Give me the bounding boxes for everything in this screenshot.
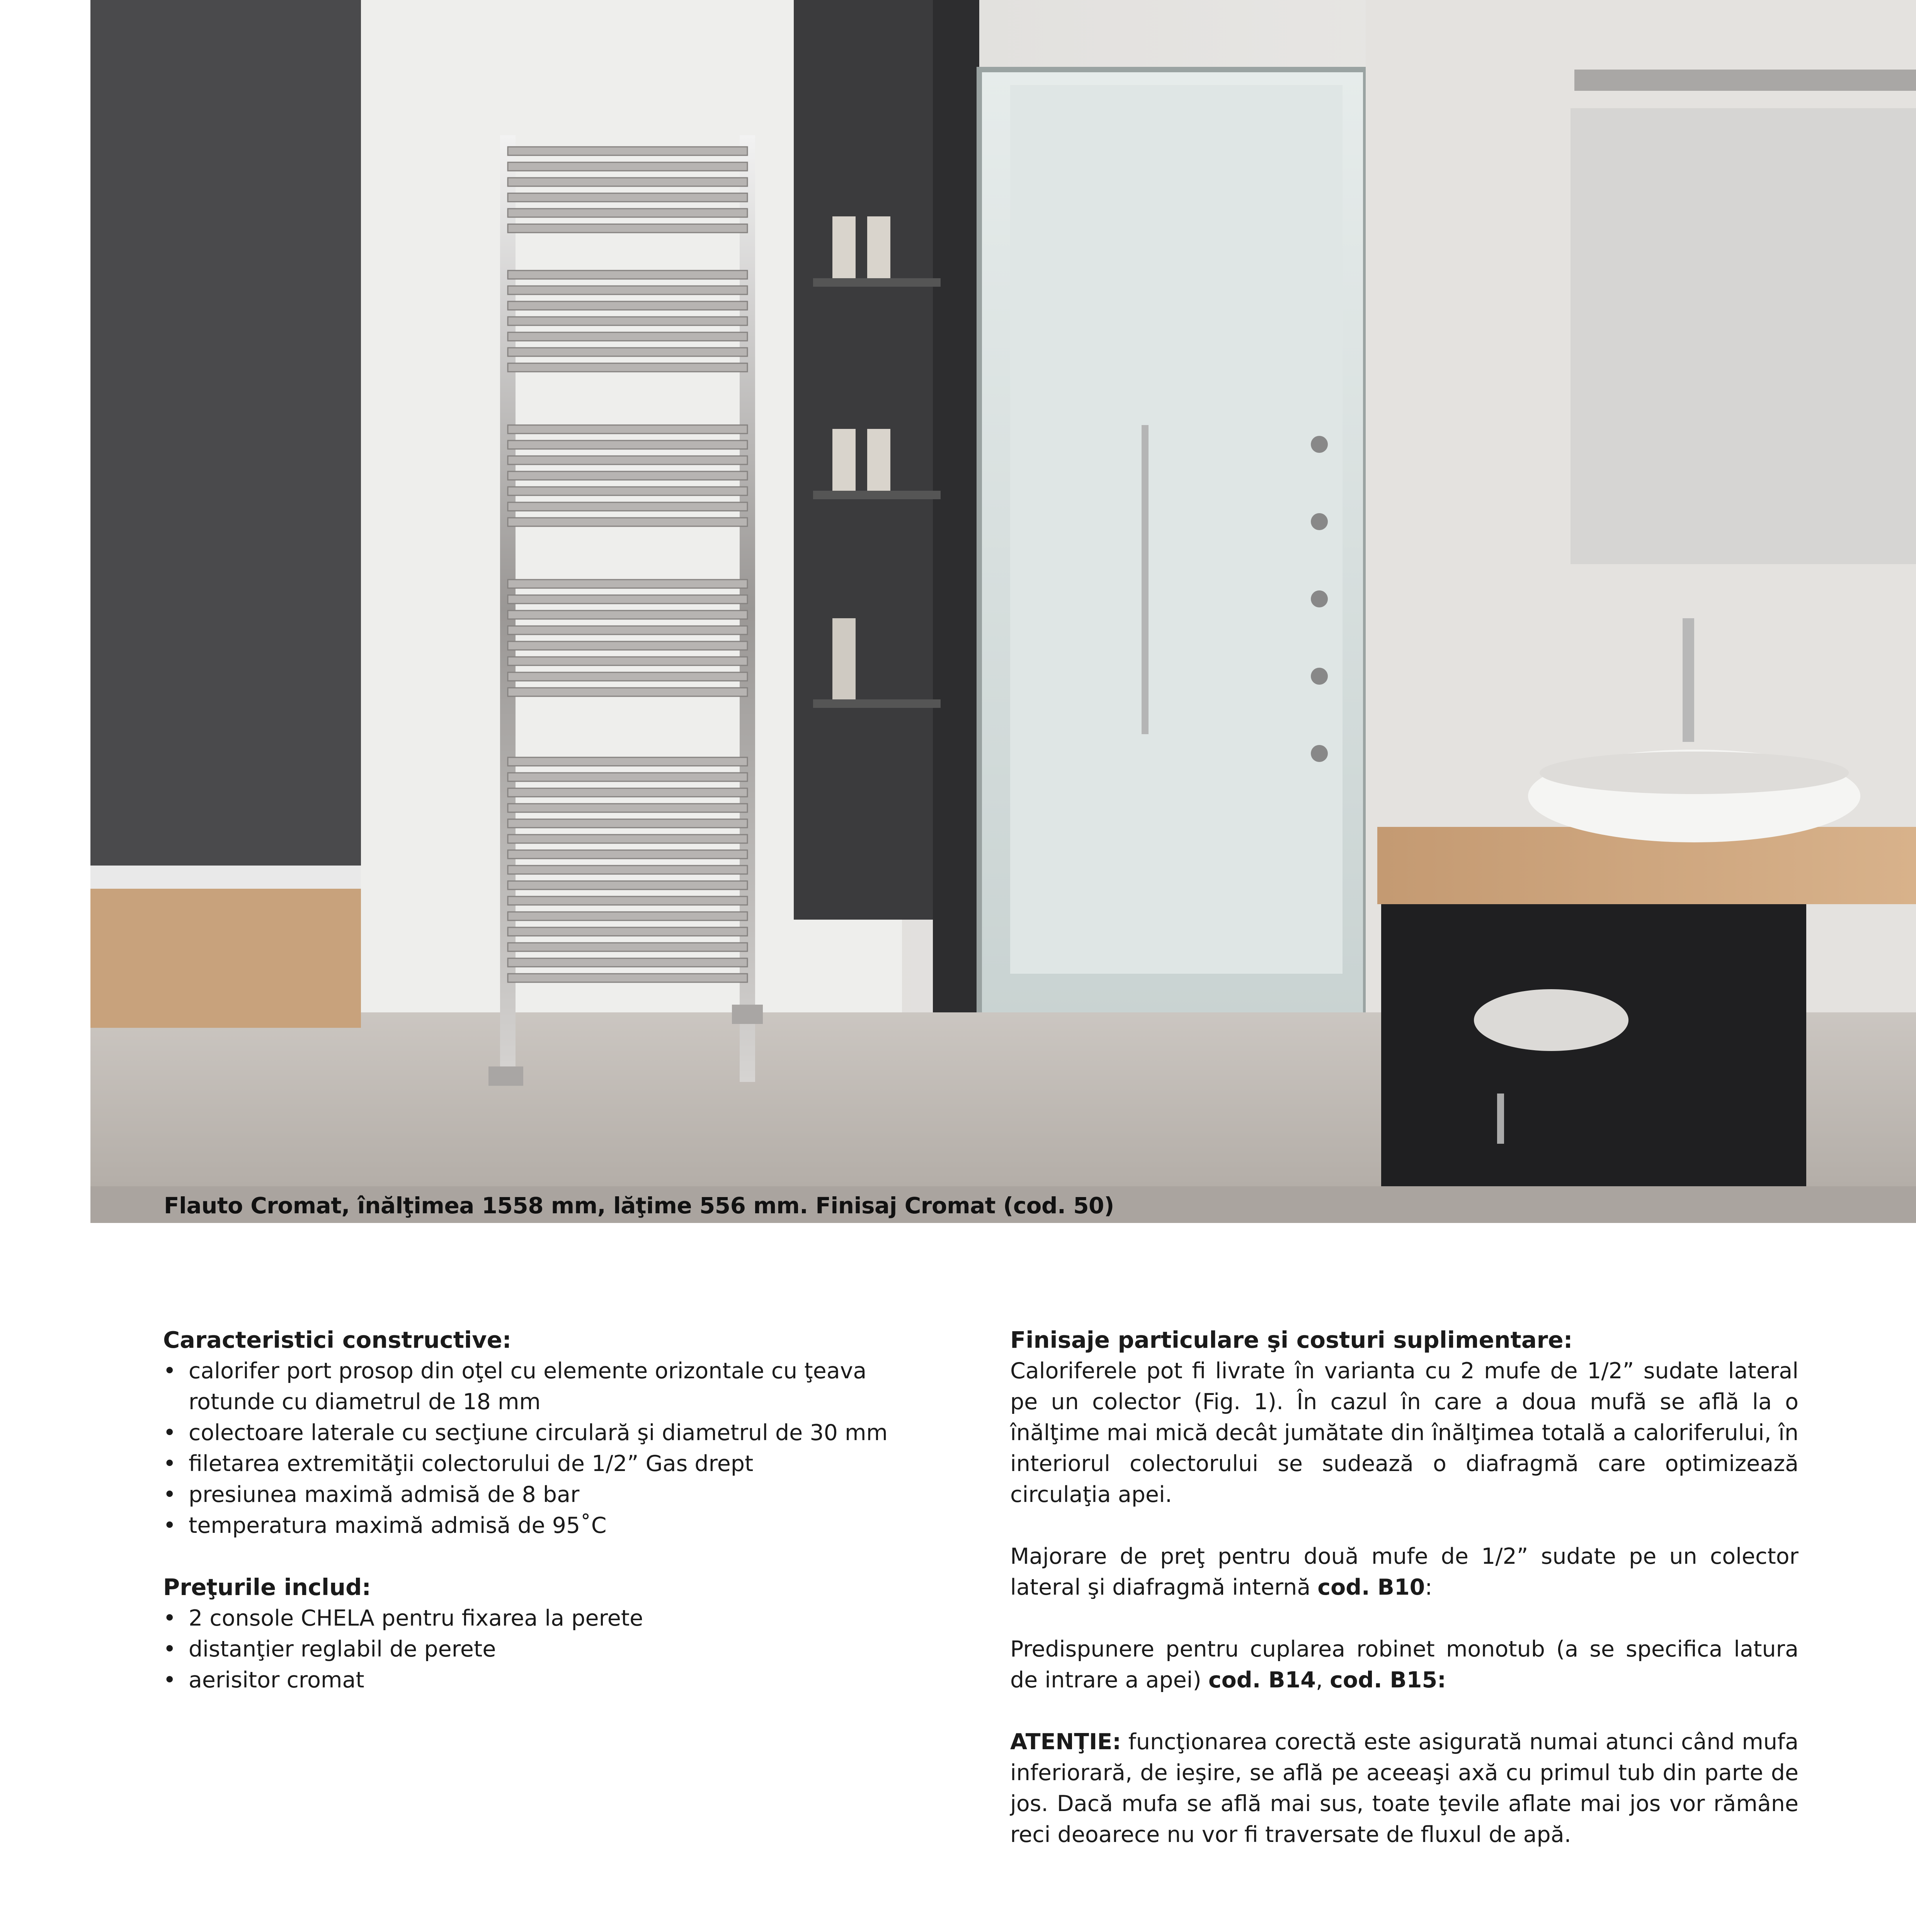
list-item: • temperatura maximă admisă de 95˚C: [163, 1510, 955, 1541]
paragraph-text: Majorare de preţ pentru două mufe de 1/2” sudate pe un colector lateral şi diafragmă internă: [1010, 1544, 1799, 1600]
heading-prices-include: Preţurile includ:: [163, 1574, 371, 1600]
bathroom-scene-illustration: [90, 0, 1916, 1186]
code-b14: cod. B14: [1208, 1667, 1316, 1693]
list-item: • presiunea maximă admisă de 8 bar: [163, 1479, 955, 1510]
paragraph-text: Predispunere pentru cuplarea robinet monotub (a se specifica latura de intrare a apei): [1010, 1636, 1799, 1693]
paragraph-variants: Caloriferele pot fi livrate în varianta cu 2 mufe de 1/2” sudate lateral pe un colector (Fig. 1). În cazul în care a doua mufă se află la o înălţime mai mică decât jumătate din înălţimea totală a caloriferului, în interiorul colectorului se sudează o diafragmă care optimizează circulaţia apei.: [1010, 1358, 1799, 1507]
constructive-features-list: [163, 1355, 955, 1541]
list-item: • 2 console CHELA pentru fixarea la perete: [163, 1603, 955, 1634]
paragraph-attention: [1010, 1726, 1799, 1850]
punctuation: ,: [1315, 1667, 1330, 1693]
list-item: • calorifer port prosop din oţel cu elemente orizontale cu ţeava rotunde cu diametrul de 18 mm: [163, 1355, 955, 1417]
heading-special-finishes: Finisaje particulare şi costuri suplimentare:: [1010, 1327, 1573, 1353]
list-item: • filetarea extremităţii colectorului de 1/2” Gas drept: [163, 1448, 955, 1479]
code-b15: cod. B15:: [1330, 1667, 1446, 1693]
attention-label: ATENŢIE:: [1010, 1729, 1121, 1755]
photo-caption-bar: [90, 1186, 1916, 1223]
prices-include-list: [163, 1603, 955, 1696]
punctuation: :: [1425, 1575, 1433, 1600]
photo-caption: Flauto Cromat, înălţimea 1558 mm, lăţime 556 mm. Finisaj Cromat (cod. 50): [164, 1192, 1114, 1219]
list-item: • colectoare laterale cu secţiune circulară şi diametrul de 30 mm: [163, 1417, 955, 1448]
list-item: • distanţier reglabil de perete: [163, 1634, 955, 1665]
paragraph-text: funcţionarea corectă este asigurată numai atunci când mufa inferiorară, de ieşire, se află pe aceeaşi axă cu primul tub din parte de jos. Dacă mufa se află mai sus, toate ţevile aflate mai jos vor rămâne reci deoarece nu vor fi traversate de fluxul de apă.: [1010, 1729, 1799, 1847]
left-column: [163, 1325, 955, 1696]
heading-constructive-features: Caracteristici constructive:: [163, 1327, 512, 1353]
code-b10: cod. B10: [1317, 1575, 1425, 1600]
product-photo: [90, 0, 1916, 1186]
right-column: [1010, 1325, 1799, 1850]
list-item: • aerisitor cromat: [163, 1665, 955, 1696]
paragraph-price-increase: [1010, 1541, 1799, 1603]
paragraph-monotube: [1010, 1634, 1799, 1696]
